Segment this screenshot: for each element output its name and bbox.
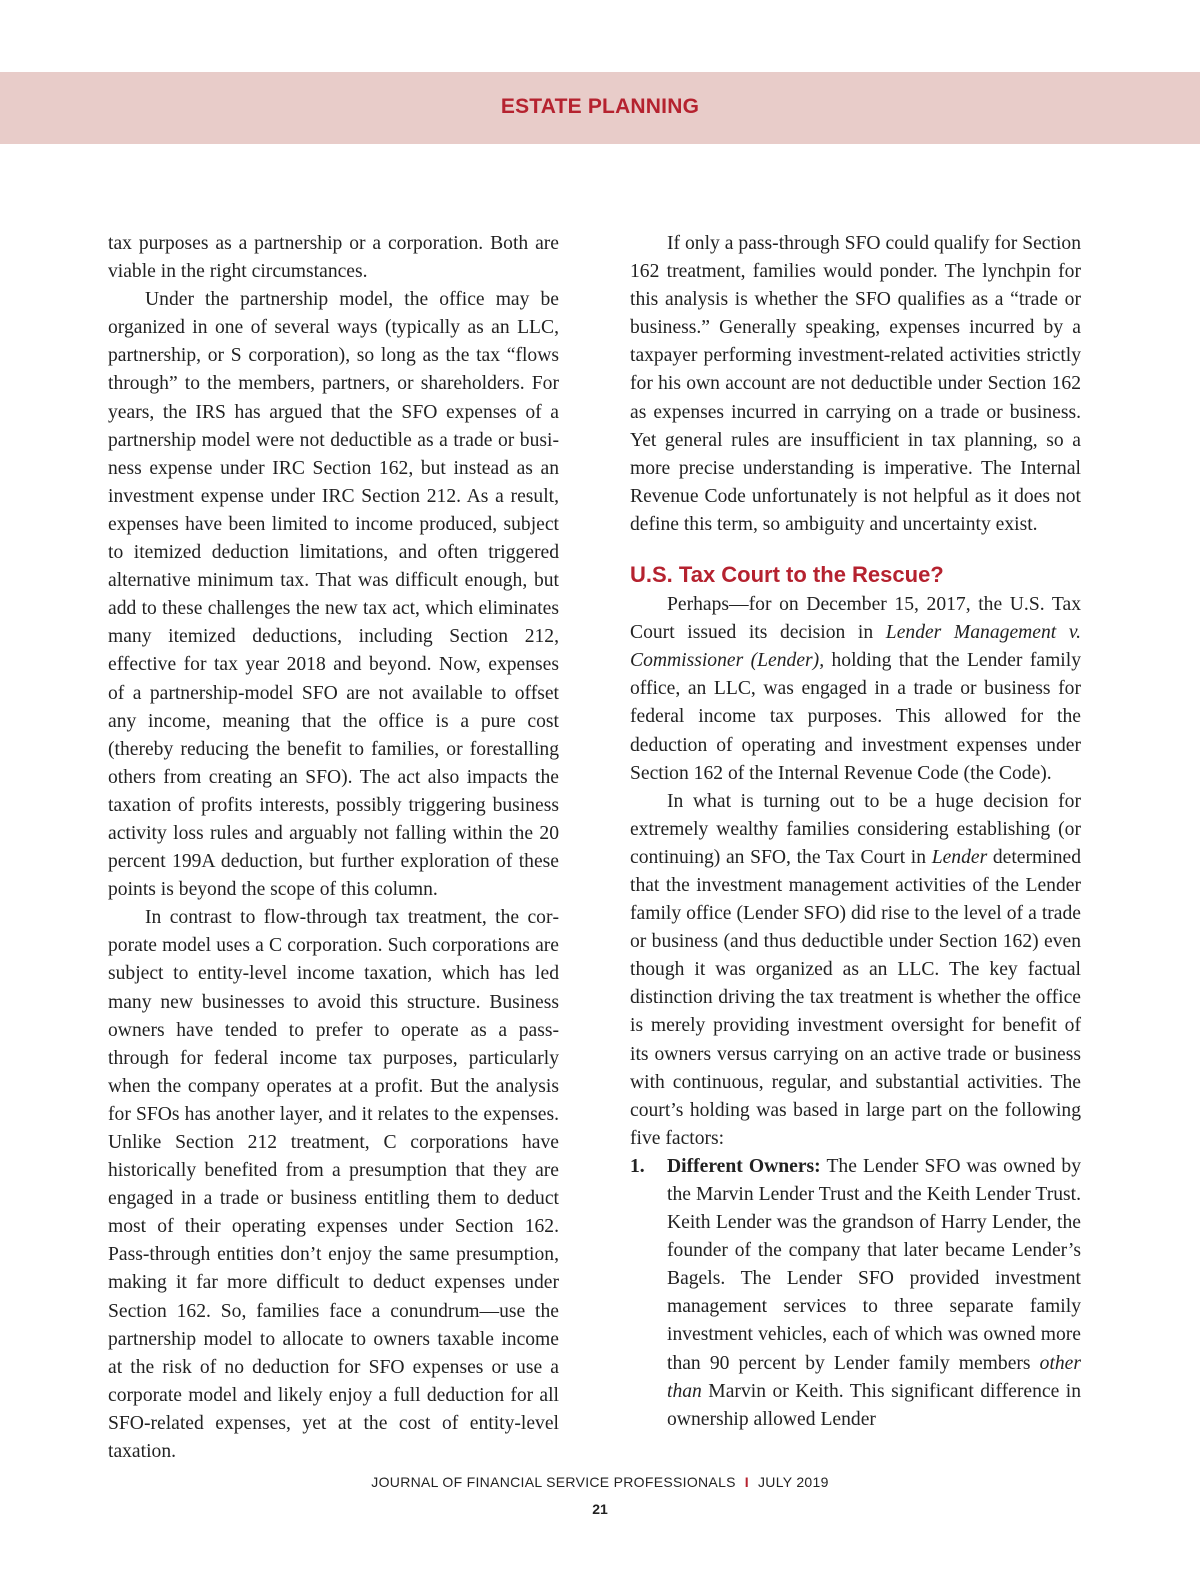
- section-banner: [0, 72, 1200, 144]
- factors-list: [630, 1153, 1081, 1434]
- issue-date: JULY 2019: [758, 1474, 829, 1490]
- factor-number: 1.: [630, 1155, 645, 1177]
- right-column: [630, 230, 1081, 1434]
- case-citation: Lender Management v. Commissioner (Lender),: [630, 622, 1081, 672]
- footer: [0, 1474, 1200, 1490]
- footer-separator: I: [744, 1474, 749, 1490]
- p3-text-start: In what is turning out to be a huge decision for extremely wealthy families considering establishing (or continuing) an SFO, the Tax Court in: [630, 790, 1081, 868]
- p3-text-end: determined that the investment management activities of the Lender family office (Lender SFO) did rise to the level of a trade or business (and thus deductible under Section 162) even though it was organized as an LLC. The key factual distinction driving the tax treatment is whether the office is merely providing investment oversight for benefit of its owners versus carrying on an active trade or business with continuous, regular, and substantial activities. The court’s holding was based in large part on the following five factors:: [630, 846, 1081, 1149]
- factor-heading: Different Owners:: [667, 1155, 821, 1177]
- journal-name: JOURNAL OF FINANCIAL SERVICE PROFESSIONALS: [371, 1474, 736, 1490]
- case-name: Lender: [931, 846, 988, 868]
- left-paragraph-1: tax purposes as a partnership or a corporation. Both are viable in the right circumstances.: [108, 233, 559, 283]
- section-title: ESTATE PLANNING: [500, 95, 700, 118]
- right-paragraph-3: [630, 788, 1081, 1153]
- p2-text-end: holding that the Lender family office, an LLC, was engaged in a trade or business for federal income tax purposes. This allowed for the deduction of operating and investment expenses under Section 162 of the Internal Revenue Code (the Code).: [630, 650, 1081, 784]
- right-paragraph-1: If only a pass-through SFO could qualify for Section 162 treatment, families would ponder. The lynchpin for this analysis is whether the SFO qualifies as a “trade or business.” Generally speaking, expenses incurred by a taxpayer performing investment-related activities strictly for his own account are not deductible under Section 162 as expenses incurred in carrying on a trade or business. Yet general rules are insufficient in tax planning, so a more precise understanding is imperative. The Internal Revenue Code unfortunately is not helpful as it does not define this term, so ambiguity and uncertainty exist.: [630, 233, 1081, 535]
- p2-text-start: Perhaps—for on December 15, 2017, the U.S. Tax Court issued its decision in: [630, 594, 1081, 644]
- section-heading: U.S. Tax Court to the Rescue?: [630, 562, 944, 588]
- left-paragraph-3: In contrast to flow-through tax treatment, the corporate model uses a C corporation. Such corporations are subject to entity-level income taxation, which has led many new businesses to avoid this structure. Business owners have tended to prefer to operate as a pass-through for federal income tax purposes, particularly when the company operates at a profit. But the analysis for SFOs has another layer, and it relates to the expenses. Unlike Section 212 treatment, C corporations have historically benefited from a presumption that they are engaged in a trade or business entitling them to deduct most of their operating expenses under Section 162. Pass-through entities don’t enjoy the same presumption, making it far more difficult to deduct expenses under Section 162. So, families face a conundrum—use the partnership model to allocate to owners taxable income at the risk of no deduction for SFO expenses or use a corporate model and likely enjoy a full deduction for all SFO-related expenses, yet at the cost of entity-level taxation.: [108, 907, 559, 1463]
- factor-item: [630, 1153, 1081, 1434]
- factor-text-end: Marvin or Keith. This significant difference in ownership allowed Lender: [667, 1380, 1081, 1430]
- left-column: [108, 230, 559, 1466]
- left-paragraph-2: Under the partnership model, the office may be organized in one of several ways (typically as an LLC, partnership, or S corporation), so long as the tax “flows through” to the members, partners, or shareholders. For years, the IRS has argued that the SFO expenses of a partnership model were not deductible as a trade or business expense under IRC Section 162, but instead as an investment expense under IRC Section 212. As a result, expenses have been limited to income produced, subject to itemized deduction limitations, and often triggered alternative minimum tax. That was difficult enough, but add to these challenges the new tax act, which eliminates many itemized deductions, including Section 212, effective for tax year 2018 and beyond. Now, expenses of a partnership-model SFO are not available to offset any income, meaning that the office is a pure cost (thereby reducing the benefit to families, or forestalling others from creating an SFO). The act also impacts the taxation of profits interests, possibly triggering business activity loss rules and arguably not falling within the 20 percent 199A deduction, but further exploration of these points is beyond the scope of this column.: [108, 289, 559, 901]
- right-paragraph-2: [630, 591, 1081, 788]
- page-number: 21: [592, 1501, 608, 1517]
- factor-emphasis: other than: [667, 1352, 1081, 1402]
- factor-text-start: The Lender SFO was owned by the Marvin Lender Trust and the Keith Lender Trust. Keith Lender was the grandson of Harry Lender, the founder of the company that later became Lender’s Bagels. The Lender SFO provided investment management services to three separate family investment vehicles, each of which was owned more than 90 percent by Lender family members: [667, 1155, 1082, 1374]
